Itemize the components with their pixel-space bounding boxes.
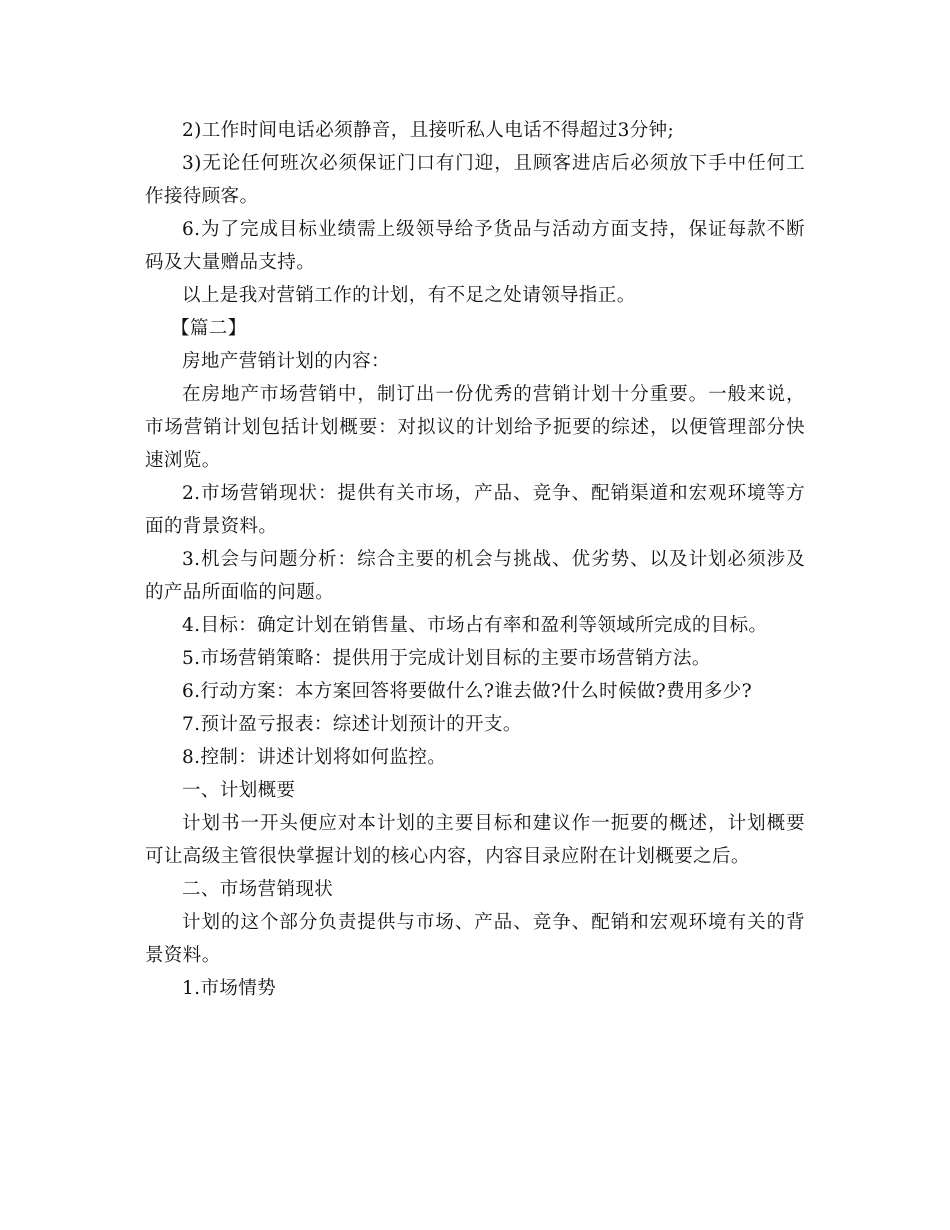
list-item-marketing-strategy: 5.市场营销策略：提供用于完成计划目标的主要市场营销方法。 bbox=[182, 648, 711, 669]
paragraph-closing-remark: 以上是我对营销工作的计划，有不足之处请领导指正。 bbox=[182, 285, 636, 306]
list-item-action-plan: 6.行动方案：本方案回答将要做什么?谁去做?什么时候做?费用多少? bbox=[182, 681, 753, 702]
paragraph-plan-contents-intro: 房地产营销计划的内容： bbox=[182, 351, 390, 372]
section-heading-part-two: 【篇二】 bbox=[171, 318, 247, 339]
paragraph-door-greeter-rule: 3)无论任何班次必须保证门口有门迎，且顾客进店后必须放下手中任何工作接待顾客。 bbox=[145, 153, 805, 207]
list-item-profit-loss: 7.预计盈亏报表：综述计划预计的开支。 bbox=[182, 714, 522, 735]
section-heading-plan-summary: 一、计划概要 bbox=[182, 780, 296, 801]
paragraph-plan-overview: 在房地产市场营销中，制订出一份优秀的营销计划十分重要。一般来说，市场营销计划包括计划概要：对拟议的计划给予扼要的综述，以便管理部分快速浏览。 bbox=[145, 384, 805, 471]
document-body bbox=[145, 114, 805, 1005]
list-item-market-status: 2.市场营销现状：提供有关市场，产品、竞争、配销渠道和宏观环境等方面的背景资料。 bbox=[145, 483, 805, 537]
list-item-control: 8.控制：讲述计划将如何监控。 bbox=[182, 747, 447, 768]
list-item-opportunity-analysis: 3.机会与问题分析：综合主要的机会与挑战、优劣势、以及计划必须涉及的产品所面临的问题。 bbox=[145, 549, 805, 603]
list-item-objectives: 4.目标：确定计划在销售量、市场占有率和盈利等领域所完成的目标。 bbox=[182, 615, 768, 636]
paragraph-plan-summary: 计划书一开头便应对本计划的主要目标和建议作一扼要的概述，计划概要可让高级主管很快掌握计划的核心内容，内容目录应附在计划概要之后。 bbox=[145, 813, 805, 867]
paragraph-market-status: 计划的这个部分负责提供与市场、产品、竞争、配销和宏观环境有关的背景资料。 bbox=[145, 912, 805, 966]
paragraph-phone-rule: 2)工作时间电话必须静音，且接听私人电话不得超过3分钟; bbox=[182, 120, 675, 141]
paragraph-support-request: 6.为了完成目标业绩需上级领导给予货品与活动方面支持，保证每款不断码及大量赠品支持。 bbox=[145, 219, 805, 273]
subheading-market-situation: 1.市场情势 bbox=[182, 978, 277, 999]
section-heading-market-status: 二、市场营销现状 bbox=[182, 879, 334, 900]
